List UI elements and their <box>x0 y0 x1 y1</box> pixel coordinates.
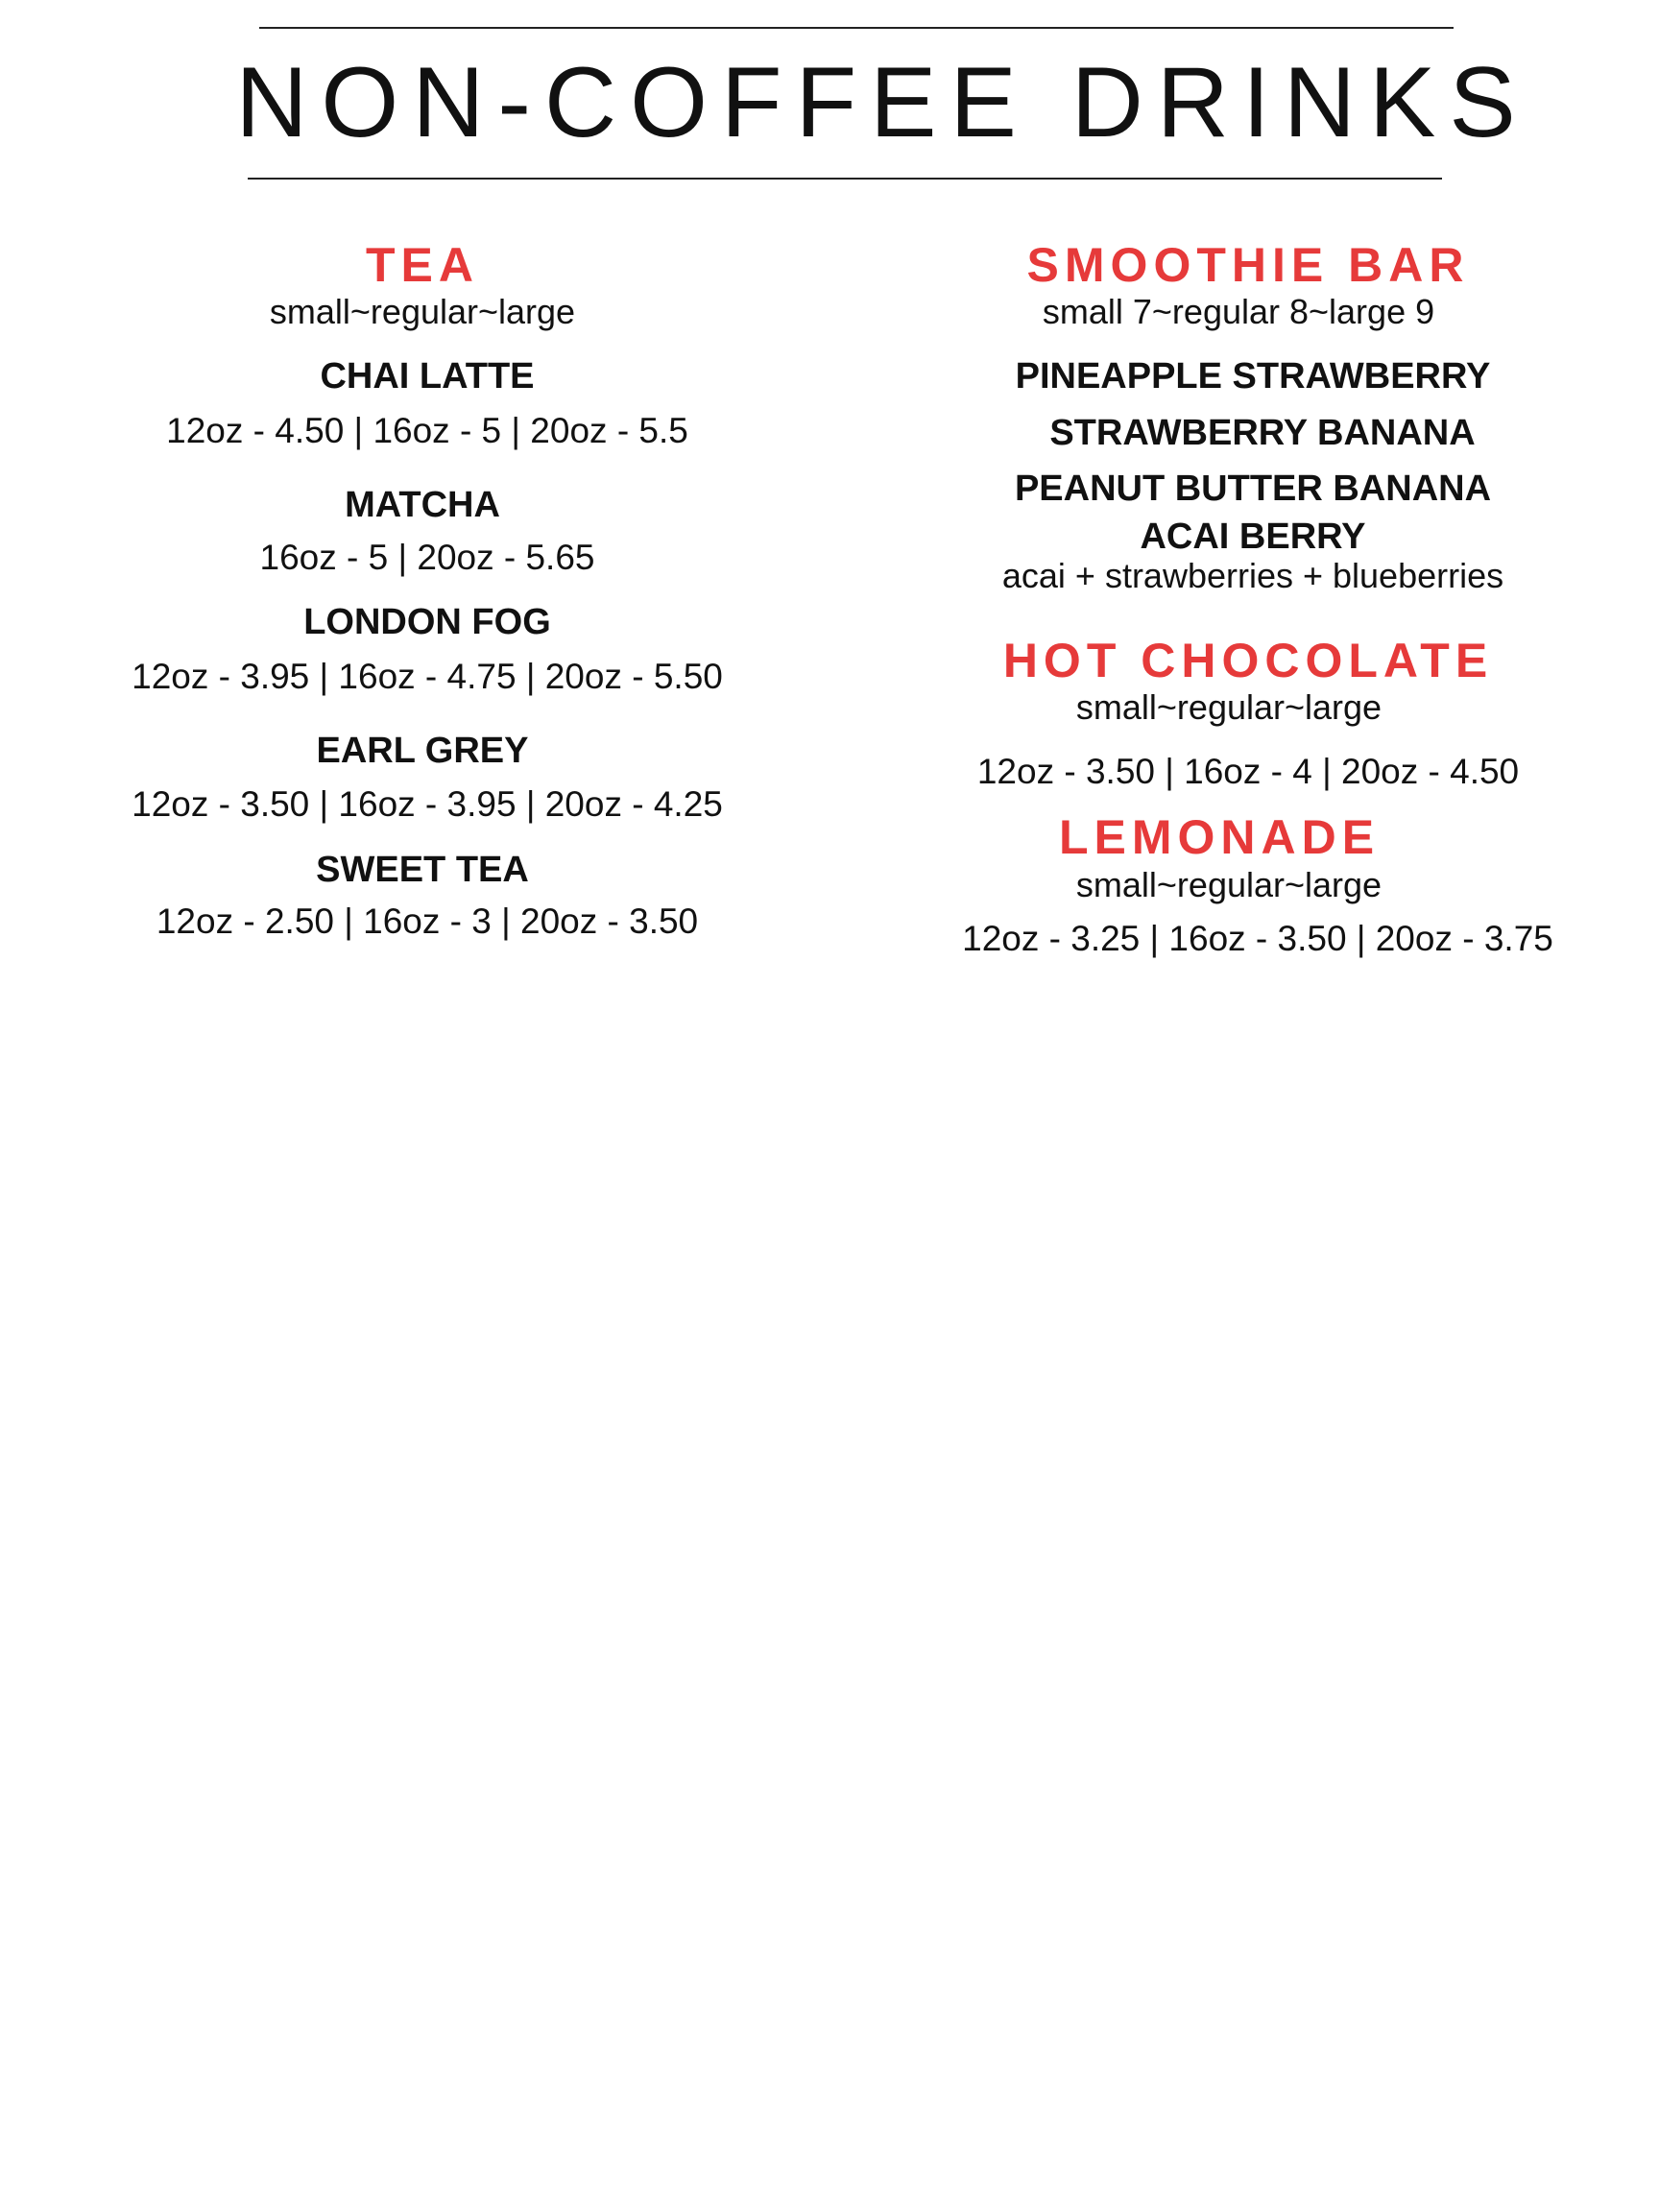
smoothie-heading: SMOOTHIE BAR <box>1026 238 1470 292</box>
title-bottom-rule <box>248 178 1442 180</box>
hot-chocolate-sizes: small~regular~large <box>1075 687 1382 727</box>
title-top-rule <box>259 27 1454 29</box>
tea-item-sweet-tea-name: SWEET TEA <box>316 850 529 890</box>
page-title: NON-COFFEE DRINKS <box>235 47 1529 158</box>
smoothie-item-strawberry-banana: STRAWBERRY BANANA <box>1049 413 1476 453</box>
tea-item-chai-latte-name: CHAI LATTE <box>320 356 535 397</box>
tea-heading: TEA <box>366 238 479 292</box>
smoothie-sizes: small 7~regular 8~large 9 <box>1042 292 1435 331</box>
smoothie-item-acai-berry-description: acai + strawberries + blueberries <box>1001 556 1504 595</box>
tea-item-london-fog-name: LONDON FOG <box>303 602 551 642</box>
tea-item-matcha-name: MATCHA <box>345 485 500 525</box>
smoothie-item-pineapple-strawberry: PINEAPPLE STRAWBERRY <box>1015 356 1491 397</box>
tea-item-london-fog-prices: 12oz - 3.95 | 16oz - 4.75 | 20oz - 5.50 <box>132 657 723 696</box>
hot-chocolate-heading: HOT CHOCOLATE <box>1002 634 1494 687</box>
smoothie-item-peanut-butter-banana: PEANUT BUTTER BANANA <box>1014 469 1492 509</box>
smoothie-item-acai-berry: ACAI BERRY <box>1140 517 1366 557</box>
lemonade-heading: LEMONADE <box>1058 810 1381 864</box>
tea-item-matcha-prices: 16oz - 5 | 20oz - 5.65 <box>259 538 595 577</box>
hot-chocolate-prices: 12oz - 3.50 | 16oz - 4 | 20oz - 4.50 <box>976 752 1520 791</box>
lemonade-sizes: small~regular~large <box>1075 865 1382 904</box>
tea-item-sweet-tea-prices: 12oz - 2.50 | 16oz - 3 | 20oz - 3.50 <box>156 902 699 941</box>
tea-sizes: small~regular~large <box>269 292 576 331</box>
tea-item-earl-grey-name: EARL GREY <box>316 731 529 771</box>
lemonade-prices: 12oz - 3.25 | 16oz - 3.50 | 20oz - 3.75 <box>962 919 1553 958</box>
tea-item-earl-grey-prices: 12oz - 3.50 | 16oz - 3.95 | 20oz - 4.25 <box>132 784 723 824</box>
tea-item-chai-latte-prices: 12oz - 4.50 | 16oz - 5 | 20oz - 5.5 <box>166 411 688 450</box>
